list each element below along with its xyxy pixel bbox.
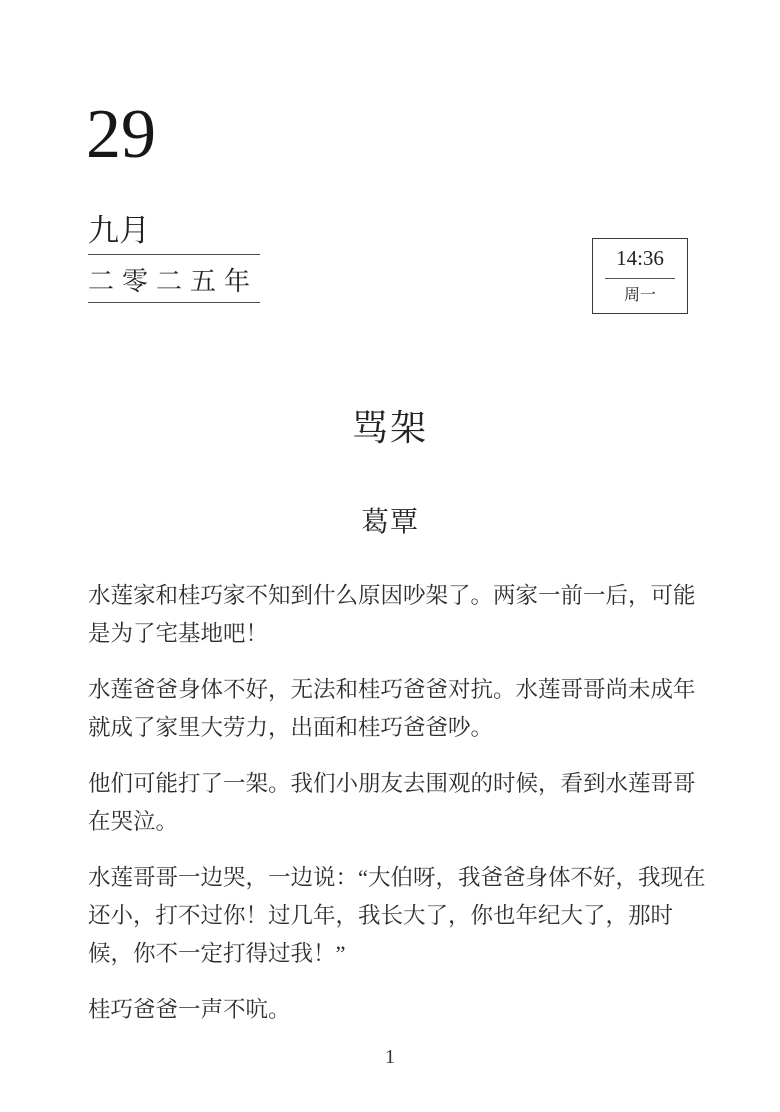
weekday-label: 周一 [623, 287, 656, 304]
paragraph: 水莲爸爸身体不好，无法和桂巧爸爸对抗。水莲哥哥尚未成年就成了家里大劳力，出面和桂巧爸爸吵。 [88, 677, 696, 740]
paragraph: 桂巧爸爸一声不吭。 [88, 997, 291, 1022]
article-author: 葛覃 [360, 507, 419, 538]
paragraph: 水莲家和桂巧家不知到什么原因吵架了。两家一前一后，可能是为了宅基地吧！ [88, 583, 696, 646]
article-title: 骂架 [351, 408, 428, 448]
paragraph: 他们可能打了一架。我们小朋友去围观的时候，看到水莲哥哥在哭泣。 [88, 771, 696, 834]
day-number: 29 [86, 96, 156, 173]
page-number: 1 [385, 1046, 395, 1068]
time-box [592, 238, 688, 314]
paragraph: 水莲哥哥一边哭，一边说：“大伯呀，我爸爸身体不好，我现在还小，打不过你！过几年，我长大了，你也年纪大了，那时候，你不一定打得过我！” [88, 865, 706, 966]
month-divider-rule [88, 254, 260, 255]
year-label: 二零二五年 [88, 267, 259, 296]
article-body [88, 577, 706, 1047]
time-box-divider [605, 278, 675, 279]
time-label: 14:36 [616, 246, 664, 270]
month-label: 九月 [88, 213, 150, 248]
year-divider-rule [88, 302, 260, 303]
